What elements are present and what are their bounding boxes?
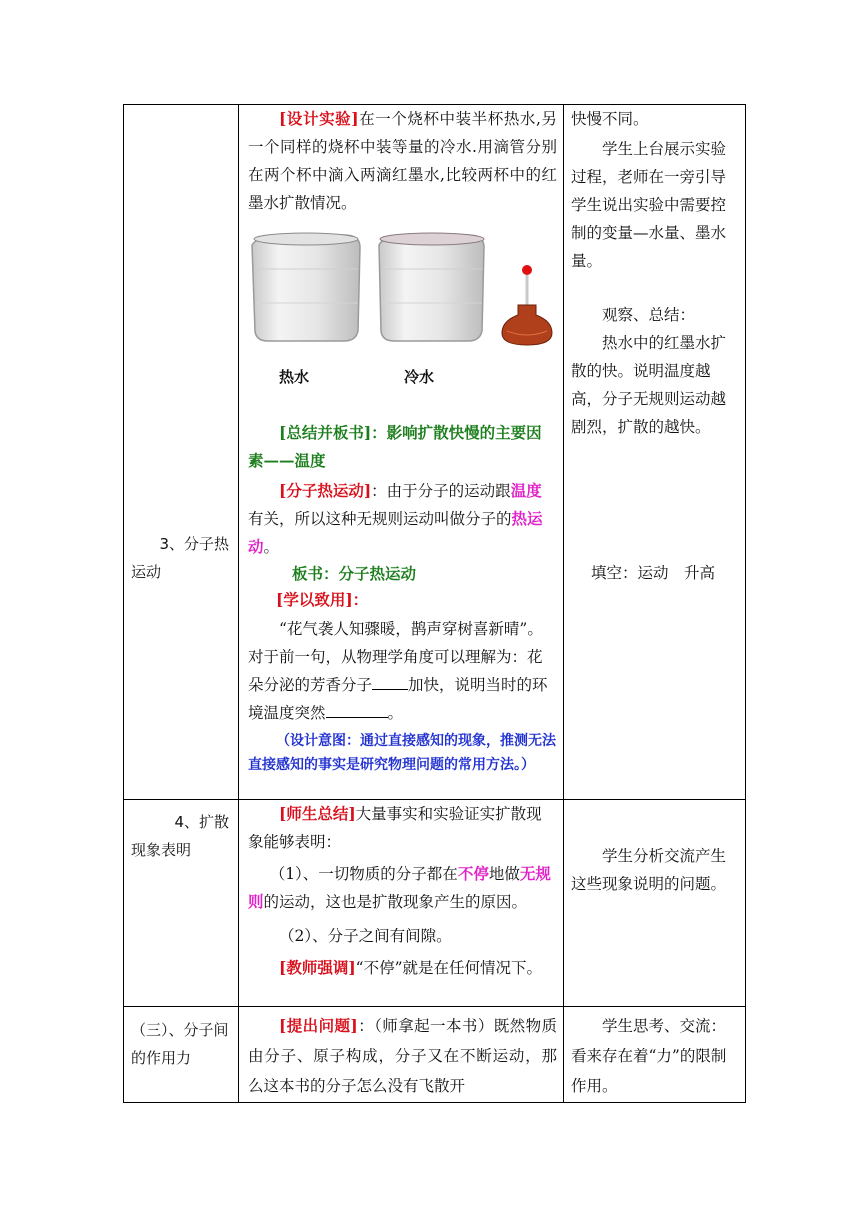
hot-water-beaker-icon — [252, 233, 360, 341]
thermal-text-2: 有关，所以这种无规则运动叫做分子的 — [248, 510, 512, 528]
apply-text-1: “花气袭人知骤暖，鹊声穿树喜新晴”。对于前一句，从物理学角度可以理解为：花朵分泌的芳香分子 — [248, 620, 543, 694]
student-analysis: 学生分析交流产生这些现象说明的问题。 — [571, 847, 727, 893]
item1-text-c: 的运动，这也是扩散现象产生的原因。 — [263, 893, 528, 911]
item1-text-a: （1）、一切物质的分子都在 — [269, 865, 458, 883]
topic-intermolecular-force: （三）、分子间的作用力 — [131, 1021, 229, 1067]
row-divider-2 — [123, 1006, 746, 1007]
teacher-student-summary — [248, 800, 557, 856]
apply-label: [学以致用]： — [276, 590, 369, 609]
teaching-process-thermal — [248, 105, 557, 777]
teacher-emphasis-label: [教师强调] — [279, 958, 356, 977]
experiment-text: 在一个烧杯中装半杯热水,另一个同样的烧杯中装等量的冷水.用滴管分别在两个杯中滴入两滴红墨水,比较两杯中的红墨水扩散情况。 — [248, 110, 557, 212]
item1-highlight-random: 无规则 — [248, 864, 551, 911]
cold-water-caption: 冷水 — [404, 368, 435, 386]
thermal-motion-label: [分子热运动] — [279, 481, 372, 500]
ink-dropper-bottle-icon — [502, 265, 552, 345]
apply-blank-1 — [372, 673, 408, 690]
apply-text-2: 加快，说明当时的环境温度突然 — [248, 676, 548, 722]
summary-text: ：影响扩散快慢的主要因素——温度 — [248, 423, 542, 470]
teacher-emphasis-text: “不停”就是在任何情况下。 — [355, 959, 543, 977]
experiment-label: [设计实验] — [279, 109, 359, 128]
question-paragraph — [248, 1011, 557, 1101]
summary-paragraph — [248, 419, 557, 475]
beaker-illustration — [248, 227, 557, 427]
thermal-highlight-motion: 热运动 — [248, 509, 543, 556]
student-activity-thermal — [571, 105, 739, 587]
apply-blank-2 — [326, 701, 388, 718]
student-p3: 观察、总结： — [602, 306, 696, 324]
apply-paragraph — [248, 615, 557, 727]
table-border-bottom — [123, 1102, 746, 1103]
summary-label: [总结并板书] — [279, 423, 372, 442]
student-activity-diffusion — [571, 842, 739, 898]
conclusion-item-1 — [248, 860, 557, 916]
student-activity-force — [571, 1011, 739, 1101]
student-p2: 学生上台展示实验过程，老师在一旁引导学生说出实验中需要控制的变量—水量、墨水量。 — [571, 140, 727, 270]
student-thinking: 学生思考、交流：看来存在着“力”的限制作用。 — [571, 1017, 727, 1095]
cold-water-beaker-icon — [379, 233, 484, 341]
thermal-highlight-temperature: 温度 — [510, 481, 542, 500]
student-p5: 填空：运动 升高 — [591, 564, 716, 582]
topic-diffusion-shows: 4、扩散现象表明 — [131, 813, 230, 859]
topic-thermal-motion: 3、分子热运动 — [131, 535, 230, 581]
thermal-text-3: 。 — [263, 538, 280, 556]
teaching-process-diffusion — [248, 800, 557, 982]
student-p1: 快慢不同。 — [571, 110, 649, 128]
thermal-motion-paragraph — [248, 477, 557, 561]
question-text: ：（师拿起一本书）既然物质由分子、原子构成，分子又在不断运动，那么这本书的分子怎么没有飞散开 — [248, 1017, 557, 1095]
lesson-table — [123, 104, 746, 1103]
design-intent: （设计意图：通过直接感知的现象，推测无法直接感知的事实是研究物理问题的常用方法。） — [248, 733, 556, 773]
teacher-emphasis — [248, 954, 557, 982]
board-note: 板书：分子热运动 — [292, 564, 417, 583]
conclusion-item-2: （2）、分子之间有间隙。 — [279, 927, 452, 945]
table-border-left — [123, 104, 124, 1103]
question-label: [提出问题] — [279, 1016, 358, 1035]
item1-highlight-ceaseless: 不停 — [457, 864, 489, 883]
hot-water-caption: 热水 — [279, 368, 310, 386]
column-divider-1 — [238, 104, 239, 1103]
experiment-paragraph — [248, 105, 557, 217]
teacher-student-summary-label: [师生总结] — [279, 804, 356, 823]
table-border-right — [745, 104, 746, 1103]
thermal-text-1: ：由于分子的运动跟 — [371, 482, 511, 500]
teaching-process-force — [248, 1011, 557, 1101]
student-p4: 热水中的红墨水扩散的快。说明温度越高，分子无规则运动越剧烈，扩散的越快。 — [571, 334, 727, 436]
column-divider-2 — [563, 104, 564, 1103]
apply-text-3: 。 — [387, 704, 404, 722]
item1-text-b: 地做 — [488, 865, 520, 883]
teacher-student-summary-text: 大量事实和实验证实扩散现象能够表明： — [248, 805, 542, 851]
